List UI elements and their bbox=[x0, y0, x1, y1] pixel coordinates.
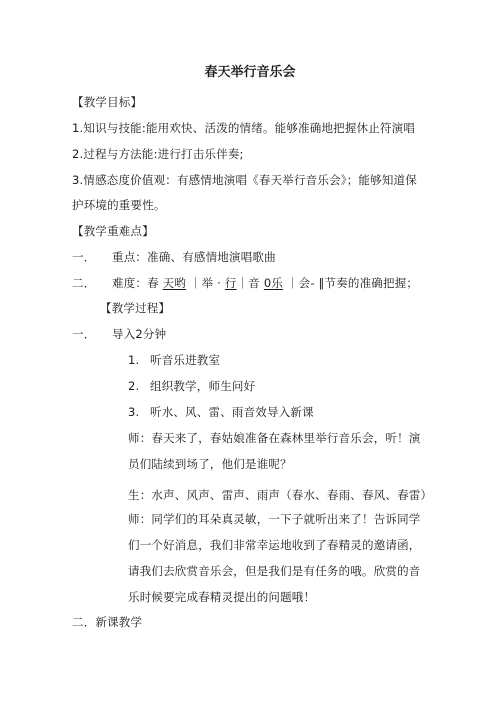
key-point-1 bbox=[72, 249, 276, 265]
rhythm-underlined-2: 行 bbox=[224, 276, 237, 290]
teacher-line-2a: 师：同学们的耳朵真灵敏，一下子就听出来了！告诉同学 bbox=[128, 512, 421, 526]
teacher-line-2c: 请我们去欣赏音乐会，但是我们是有任务的哦。欣赏的音 bbox=[128, 564, 421, 578]
key-points-heading: 【教学重难点】 bbox=[72, 224, 154, 238]
step-1 bbox=[72, 326, 166, 342]
key-point-2-number: 二． bbox=[72, 276, 96, 290]
document-title: 春天举行音乐会 bbox=[204, 65, 296, 80]
sub-step-3-number: 3. bbox=[128, 405, 140, 419]
sub-step-1-number: 1. bbox=[128, 353, 140, 367]
teacher-line-1b: 员们陆续到场了，他们是谁呢？ bbox=[128, 457, 292, 471]
student-line-1: 生：水声、风声、雷声、雨声（春水、春雨、春风、春雷） bbox=[128, 488, 433, 502]
sub-step-1-text: 听音乐进教室 bbox=[150, 353, 221, 367]
goal-2: 2.过程与方法能:进行打击乐伴奏; bbox=[72, 147, 244, 161]
sub-step-2-text: 组织教学，师生问好 bbox=[150, 379, 256, 393]
step-1-text: 导入2分钟 bbox=[112, 327, 167, 341]
key-point-1-text: 重点：准确、有感情地演唱歌曲 bbox=[112, 250, 276, 264]
goal-3-line-1: 3.情感态度价值观：有感情地演唱《春天举行音乐会》；能够知道保 bbox=[72, 173, 417, 187]
teacher-line-2d: 乐时候要完成春精灵提出的问题哦！ bbox=[128, 590, 316, 604]
goal-1: 1.知识与技能:能用欢快、活泼的情绪。能够准确地把握休止符演唱 bbox=[72, 121, 416, 135]
goals-heading: 【教学目标】 bbox=[72, 95, 143, 109]
step-1-number: 一． bbox=[72, 327, 96, 341]
sub-step-1 bbox=[128, 352, 220, 368]
sub-step-3 bbox=[128, 404, 314, 420]
key-point-2 bbox=[72, 275, 418, 291]
sub-step-2-number: 2. bbox=[128, 379, 140, 393]
goal-3-line-2: 护环境的重要性。 bbox=[72, 198, 166, 212]
rhythm-underlined-1: 天哟 bbox=[162, 276, 187, 290]
key-point-1-number: 一． bbox=[72, 250, 96, 264]
teacher-line-2b: 们一个好消息，我们非常幸运地收到了春精灵的邀请函， bbox=[128, 538, 421, 552]
key-point-2-suffix: ｜会- ‖节奏的准确把握； bbox=[283, 276, 419, 290]
step-2: 二．新课教学 bbox=[72, 615, 143, 629]
rhythm-mid-2: ｜音 bbox=[236, 276, 264, 290]
rhythm-mid-1: ｜举 · bbox=[186, 276, 225, 290]
sub-step-3-text: 听水、风、雷、雨音效导入新课 bbox=[150, 405, 314, 419]
teacher-line-1a: 师：春天来了，春姑娘准备在森林里举行音乐会，听！演 bbox=[128, 431, 421, 445]
key-point-2-prefix: 难度：春 bbox=[112, 276, 163, 290]
rhythm-underlined-3: 0乐 bbox=[263, 276, 284, 290]
process-heading: 【教学过程】 bbox=[100, 301, 171, 315]
sub-step-2 bbox=[128, 378, 255, 394]
